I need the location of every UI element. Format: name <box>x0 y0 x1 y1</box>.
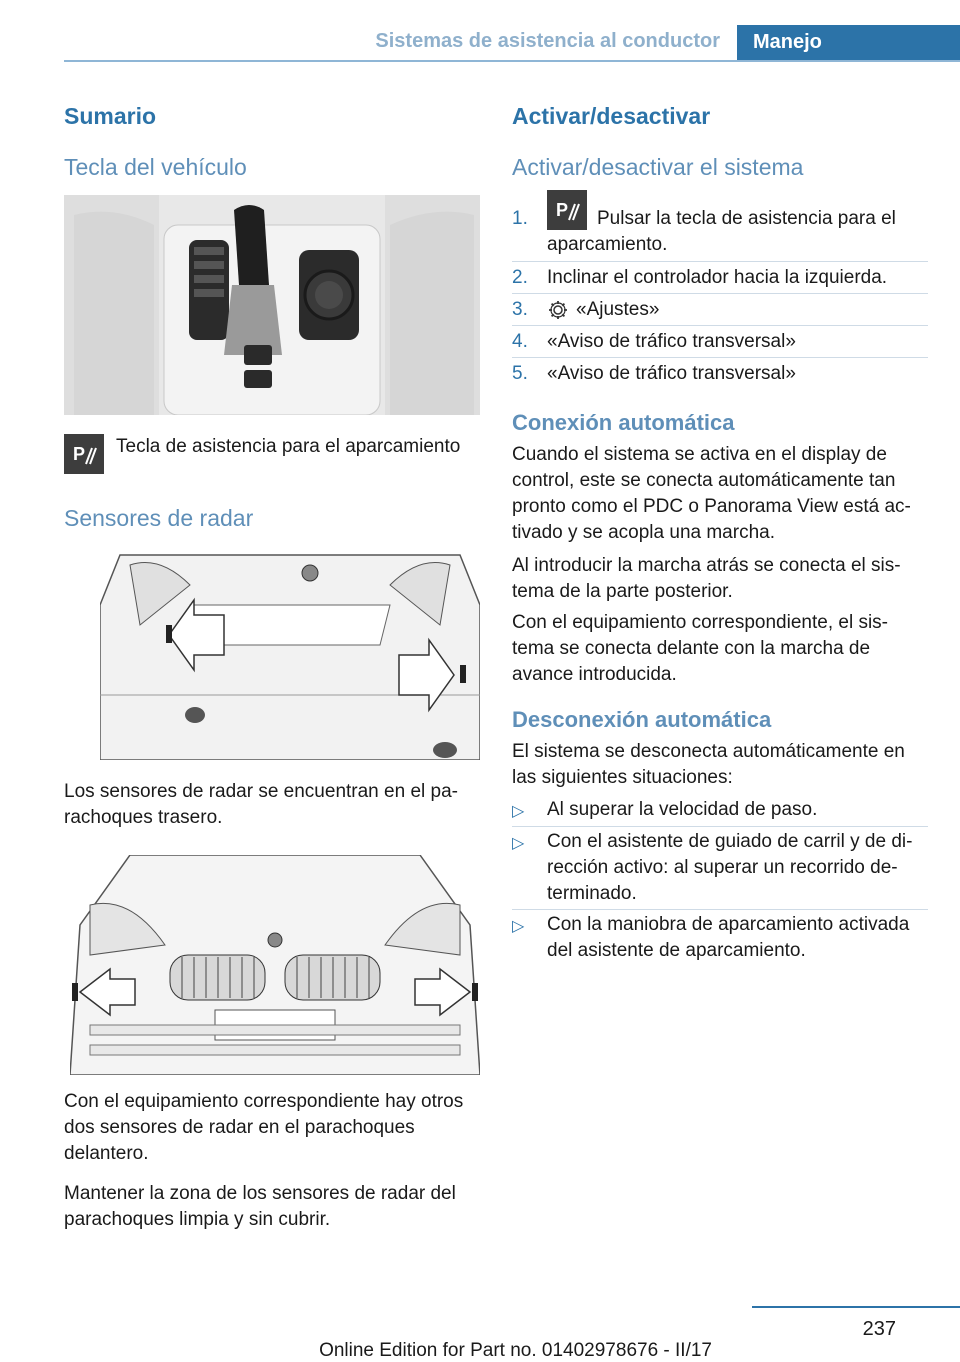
radar-keep-clean-text: Mantener la zona de los sensores de radar del parachoques limpia y sin cubrir. <box>64 1183 456 1230</box>
step-text: «Ajustes» <box>576 299 660 320</box>
list-separator <box>512 325 928 326</box>
park-assist-key-icon <box>64 434 104 474</box>
edition-note: Online Edition for Part no. 01402978676 - II/17 <box>319 1340 712 1361</box>
step-text: «Aviso de tráfico transversal» <box>547 331 796 352</box>
header-rule <box>64 60 960 62</box>
heading-activate-system: Activar/desactivar el sistema <box>512 154 804 180</box>
bullet-text: Con el asistente de guiado de carril y de di‐ rección activo: al superar un recorrido de‐ terminado. <box>547 831 913 904</box>
triangle-bullet-icon: ▷ <box>512 918 525 935</box>
rear-bumper-figure <box>100 545 480 760</box>
step-number: 5. <box>512 363 528 384</box>
heading-summary: Sumario <box>64 103 157 129</box>
radar-front-text: Con el equipamiento correspondiente hay otros dos sensores de radar en el parachoques delantero. <box>64 1091 464 1164</box>
step-text: Pulsar la tecla de asistencia para el aparcamiento. <box>547 208 896 255</box>
list-separator <box>512 293 928 294</box>
front-bumper-figure <box>70 855 480 1075</box>
svg-text:P: P <box>556 200 569 220</box>
list-separator <box>512 826 928 827</box>
park-assist-caption: Tecla de asistencia para el aparcamiento <box>116 436 461 457</box>
heading-radar-sensors: Sensores de radar <box>64 505 254 531</box>
bullet-item <box>512 829 928 907</box>
step-text: «Aviso de tráfico transversal» <box>547 363 796 384</box>
header-chapter-tab[interactable]: Manejo <box>737 25 960 62</box>
step-number: 2. <box>512 267 528 288</box>
step-number: 3. <box>512 299 528 320</box>
bullet-item <box>512 912 928 964</box>
list-separator <box>512 357 928 358</box>
step-2 <box>512 265 928 291</box>
header-section-title: Sistemas de asistencia al conductor <box>375 30 720 52</box>
heading-activate: Activar/desactivar <box>512 103 711 129</box>
svg-text:P: P <box>73 444 86 464</box>
footer-rule <box>752 1306 960 1308</box>
auto-off-intro: El sistema se desconecta automáticamente en las siguientes situaciones: <box>512 741 905 788</box>
center-console-figure <box>64 195 480 415</box>
triangle-bullet-icon: ▷ <box>512 803 525 820</box>
step-3 <box>512 297 928 323</box>
step-number: 1. <box>512 208 528 229</box>
auto-on-paragraph-3: Con el equipamiento correspondiente, el sis‐ tema se conecta delante con la marcha de avance introducida. <box>512 612 888 685</box>
auto-on-paragraph-2: Al introducir la marcha atrás se conecta el sis‐ tema de la parte posterior. <box>512 555 901 602</box>
triangle-bullet-icon: ▷ <box>512 835 525 852</box>
list-separator <box>512 909 928 910</box>
page-number: 237 <box>862 1318 896 1340</box>
heading-vehicle-key: Tecla del vehículo <box>64 154 247 180</box>
heading-auto-on: Conexión automática <box>512 410 735 435</box>
step-number: 4. <box>512 331 528 352</box>
auto-on-paragraph-1: Cuando el sistema se activa en el display de control, este se conecta automáticamente tan pronto como el PDC o Panorama View está ac‐ tivado y se acopla una marcha. <box>512 444 911 543</box>
bullet-text: Con la maniobra de aparcamiento activada del asistente de aparcamiento. <box>547 914 910 961</box>
heading-auto-off: Desconexión automática <box>512 707 772 732</box>
rear-bumper-illustration <box>100 545 480 760</box>
radar-rear-text: Los sensores de radar se encuentran en el pa‐ rachoques trasero. <box>64 781 458 828</box>
bullet-text: Al superar la velocidad de paso. <box>547 799 818 820</box>
step-text: Inclinar el controlador hacia la izquierda. <box>547 267 888 288</box>
list-separator <box>512 261 928 262</box>
step-4 <box>512 329 928 355</box>
step-1 <box>512 200 928 258</box>
center-console-illustration <box>64 195 480 415</box>
step-5 <box>512 361 928 387</box>
bullet-item <box>512 797 928 823</box>
gear-icon <box>547 299 569 321</box>
front-bumper-illustration <box>70 855 480 1075</box>
